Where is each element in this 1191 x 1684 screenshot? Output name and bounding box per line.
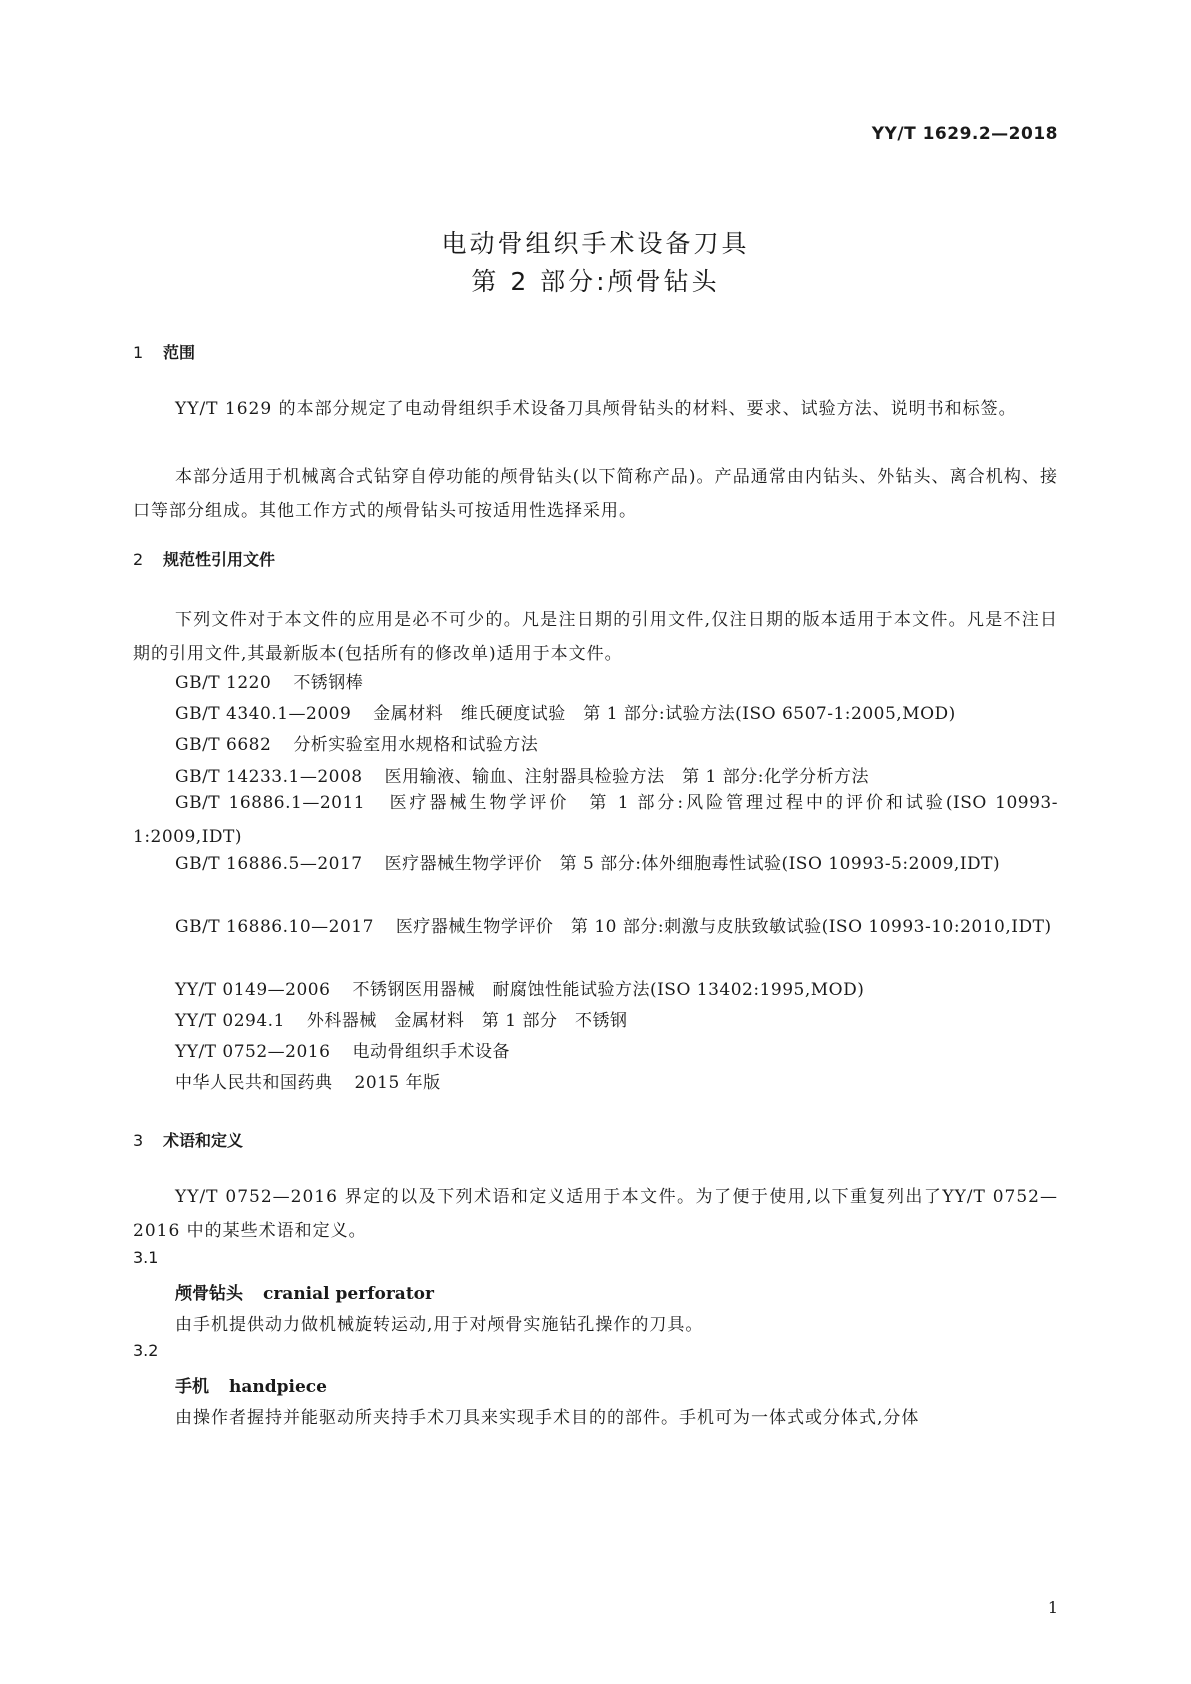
reference-title: 不锈钢医用器械 耐腐蚀性能试验方法(ISO 13402:1995,MOD): [352, 980, 865, 1000]
paragraph: 下列文件对于本文件的应用是必不可少的。凡是注日期的引用文件,仅注日期的版本适用于本文件。凡是不注日期的引用文件,其最新版本(包括所有的修改单)适用于本文件。: [133, 610, 1058, 664]
reference-code: 中华人民共和国药典: [175, 1073, 333, 1093]
reference-item: [175, 699, 956, 724]
reference-title: 医疗器械生物学评价 第 5 部分:体外细胞毒性试验(ISO 10993-5:2009,IDT): [384, 854, 1001, 874]
reference-code: GB/T 16886.10—2017: [175, 917, 374, 937]
section-title: 规范性引用文件: [163, 550, 276, 569]
reference-item: [175, 730, 538, 755]
term-definition: 由操作者握持并能驱动所夹持手术刀具来实现手术目的的部件。手机可为一体式或分体式,分体: [175, 1408, 920, 1428]
term-en: cranial perforator: [263, 1284, 434, 1304]
term-definition: 由手机提供动力做机械旋转运动,用于对颅骨实施钻孔操作的刀具。: [175, 1315, 704, 1335]
reference-code: YY/T 0752—2016: [175, 1042, 331, 1062]
reference-title: 医疗器械生物学评价 第 1 部分:风险管理过程中的评价和试验(ISO 10993-1:2009,IDT): [133, 793, 1058, 847]
reference-title: 医用输液、输血、注射器具检验方法 第 1 部分:化学分析方法: [384, 767, 869, 787]
reference-item: [175, 1006, 628, 1031]
term-zh: 颅骨钻头: [175, 1284, 243, 1304]
reference-title: 医疗器械生物学评价 第 10 部分:刺激与皮肤致敏试验(ISO 10993-10:2010,IDT): [395, 917, 1052, 937]
reference-code: GB/T 16886.5—2017: [175, 854, 363, 874]
section-number: 1: [133, 343, 144, 362]
section-title: 范围: [163, 343, 196, 362]
term-heading: [175, 1279, 434, 1304]
paragraph: YY/T 0752—2016 界定的以及下列术语和定义适用于本文件。为了便于使用,以下重复列出了YY/T 0752—2016 中的某些术语和定义。: [133, 1187, 1058, 1241]
reference-title: 2015 年版: [354, 1073, 441, 1093]
reference-item: [175, 762, 869, 787]
reference-item: [133, 786, 1058, 854]
term-heading: [175, 1372, 327, 1397]
paragraph: 本部分适用于机械离合式钻穿自停功能的颅骨钻头(以下简称产品)。产品通常由内钻头、外钻头、离合机构、接口等部分组成。其他工作方式的颅骨钻头可按适用性选择采用。: [133, 467, 1058, 521]
reference-title: 外科器械 金属材料 第 1 部分 不锈钢: [306, 1011, 628, 1031]
reference-code: YY/T 0149—2006: [175, 980, 331, 1000]
term-zh: 手机: [175, 1377, 209, 1397]
section-2-heading: [133, 547, 275, 570]
document-title-line-2: 第 2 部分:颅骨钻头: [471, 267, 720, 296]
term-number: 3.2: [133, 1341, 159, 1360]
reference-title: 不锈钢棒: [293, 673, 364, 693]
term-number: 3.1: [133, 1248, 159, 1267]
reference-item: [133, 910, 1058, 944]
reference-item: [133, 847, 1058, 881]
reference-title: 电动骨组织手术设备: [352, 1042, 510, 1062]
term-en: handpiece: [229, 1377, 327, 1397]
reference-code: GB/T 16886.1—2011: [175, 793, 366, 813]
page-number: 1: [1047, 1598, 1058, 1617]
section-title: 术语和定义: [163, 1131, 244, 1150]
section-number: 2: [133, 550, 144, 569]
standard-code: YY/T 1629.2—2018: [871, 124, 1058, 144]
section-number: 3: [133, 1131, 144, 1150]
reference-code: GB/T 14233.1—2008: [175, 767, 363, 787]
reference-title: 金属材料 维氏硬度试验 第 1 部分:试验方法(ISO 6507-1:2005,MOD): [373, 704, 956, 724]
reference-item: [175, 975, 864, 1000]
reference-item: [175, 1037, 510, 1062]
reference-code: GB/T 6682: [175, 735, 272, 755]
reference-item: [175, 668, 363, 693]
reference-item: [175, 1068, 441, 1093]
document-title-line-1: 电动骨组织手术设备刀具: [441, 229, 750, 258]
reference-title: 分析实验室用水规格和试验方法: [293, 735, 539, 755]
paragraph: YY/T 1629 的本部分规定了电动骨组织手术设备刀具颅骨钻头的材料、要求、试验方法、说明书和标签。: [175, 399, 1017, 419]
reference-code: YY/T 0294.1: [175, 1011, 285, 1031]
section-3-heading: [133, 1128, 243, 1151]
section-1-heading: [133, 340, 195, 363]
reference-code: GB/T 1220: [175, 673, 272, 693]
reference-code: GB/T 4340.1—2009: [175, 704, 352, 724]
